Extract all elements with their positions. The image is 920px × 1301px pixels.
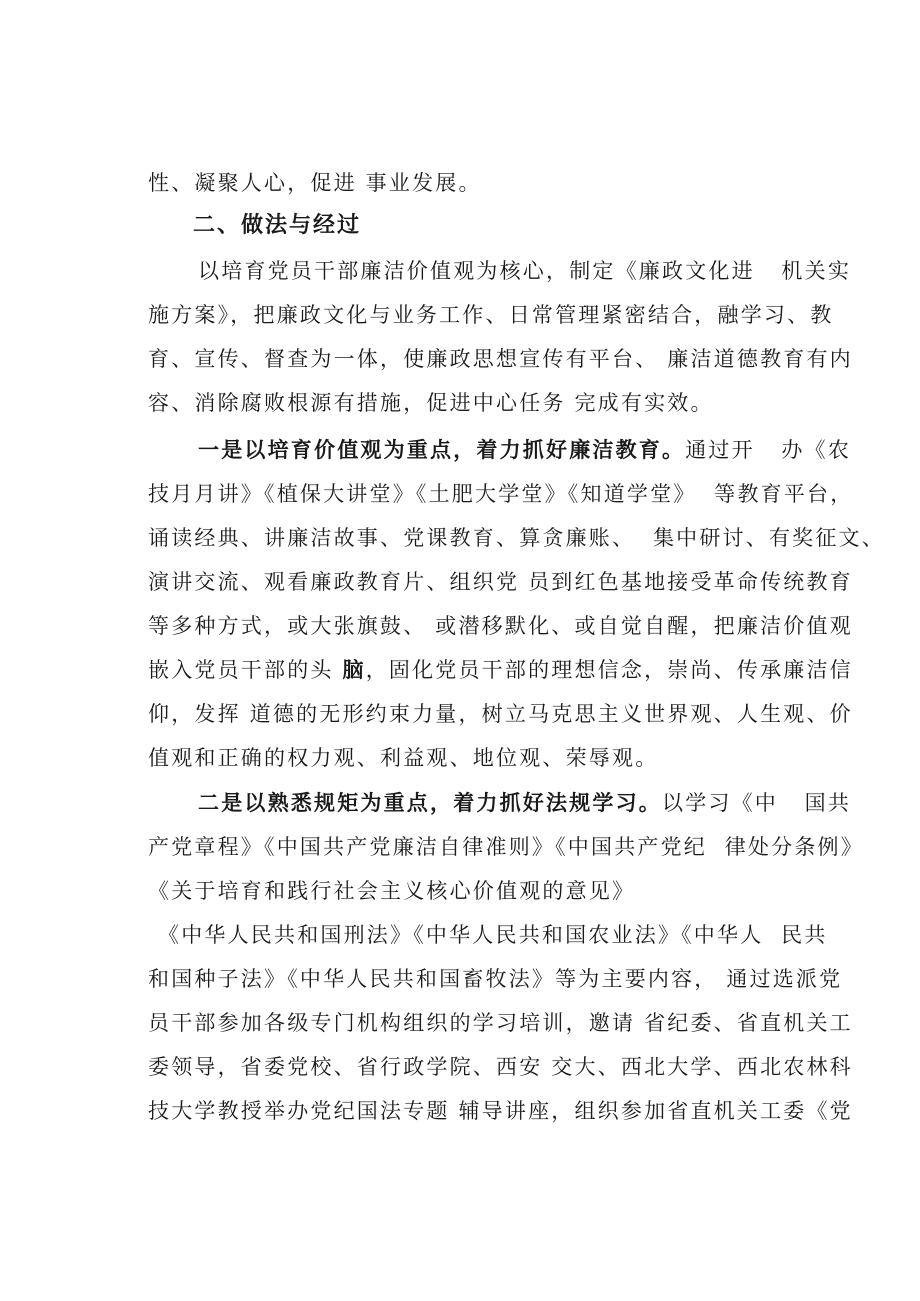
text-line: 《关于培育和践行社会主义核心价值观的意见》 [148,879,636,903]
text-line: 仰，发挥 道德的无形约束力量，树立马克思主义世界观、人生观、价 [148,702,853,726]
text-line: 容、消除腐败根源有措施，促进中心任务 完成有实效。 [148,391,714,415]
text-line: 委领导，省委党校、省行政学院、西安 交大、西北大学、西北农林科 [148,1055,853,1079]
text-line: 《中华人民共和国刑法》《中华人民共和国农业法》《中华人 民共 [158,923,828,947]
text-line: 产党章程》《中国共产党廉洁自律准则》《中国共产党纪 律处分条例》 [148,835,864,859]
section-heading: 二、做法与经过 [193,213,362,238]
text-segment-bold: 脑 [342,658,366,682]
text-line: 以培育党员干部廉洁价值观为核心，制定《廉政文化进 机关实 [198,259,852,283]
text-line [148,657,853,683]
text-line: 演讲交流、观看廉政教育片、组织党 员到红色基地接受革命传统教育 [148,570,853,594]
paragraph-topic-bold: 二是以熟悉规矩为重点，着力抓好法规学习。 [198,791,662,815]
paragraph-topic-bold: 一是以培育价值观为重点，着力抓好廉洁教育。 [198,438,686,462]
text-segment: 嵌入党员干部的头 [148,658,343,682]
text-line: 和国种子法》《中华人民共和国畜牧法》等为主要内容， 通过选派党 [148,967,843,991]
text-line: 技月月讲》《植保大讲堂》《土肥大学堂》《知道学堂》 等教育平台， [148,482,854,506]
text-segment: ，固化党员干部的理想信念，崇尚、传承廉洁信 [365,658,853,682]
text-line: 诵读经典、讲廉洁故事、党课教育、算贪廉账、 集中研讨、有奖征文、 [148,526,885,550]
text-line: 施方案》，把廉政文化与业务工作、日常管理紧密结合，融学习、教 [148,303,834,327]
text-line: 员干部参加各级专门机构组织的学习培训，邀请 省纪委、省直机关工 [148,1011,853,1035]
text-line: 育、宣传、督查为一体，使廉政思想宣传有平台、 廉洁道德教育有内 [148,347,853,371]
paragraph-lead-line [198,790,851,816]
paragraph-lead-rest: 通过开 办《农 [685,438,852,462]
text-line: 等多种方式，或大张旗鼓、 或潜移默化、或自觉自醒，把廉洁价值观 [148,614,853,638]
paragraph-lead-line [198,437,851,463]
text-line: 技大学教授举办党纪国法专题 辅导讲座，组织参加省直机关工委《党 [148,1099,853,1123]
paragraph-lead-rest: 以学习《中 国共 [662,791,852,815]
text-line: 值观和正确的权力观、利益观、地位观、荣辱观。 [148,746,659,770]
text-line: 性、凝聚人心，促进 事业发展。 [148,171,482,195]
